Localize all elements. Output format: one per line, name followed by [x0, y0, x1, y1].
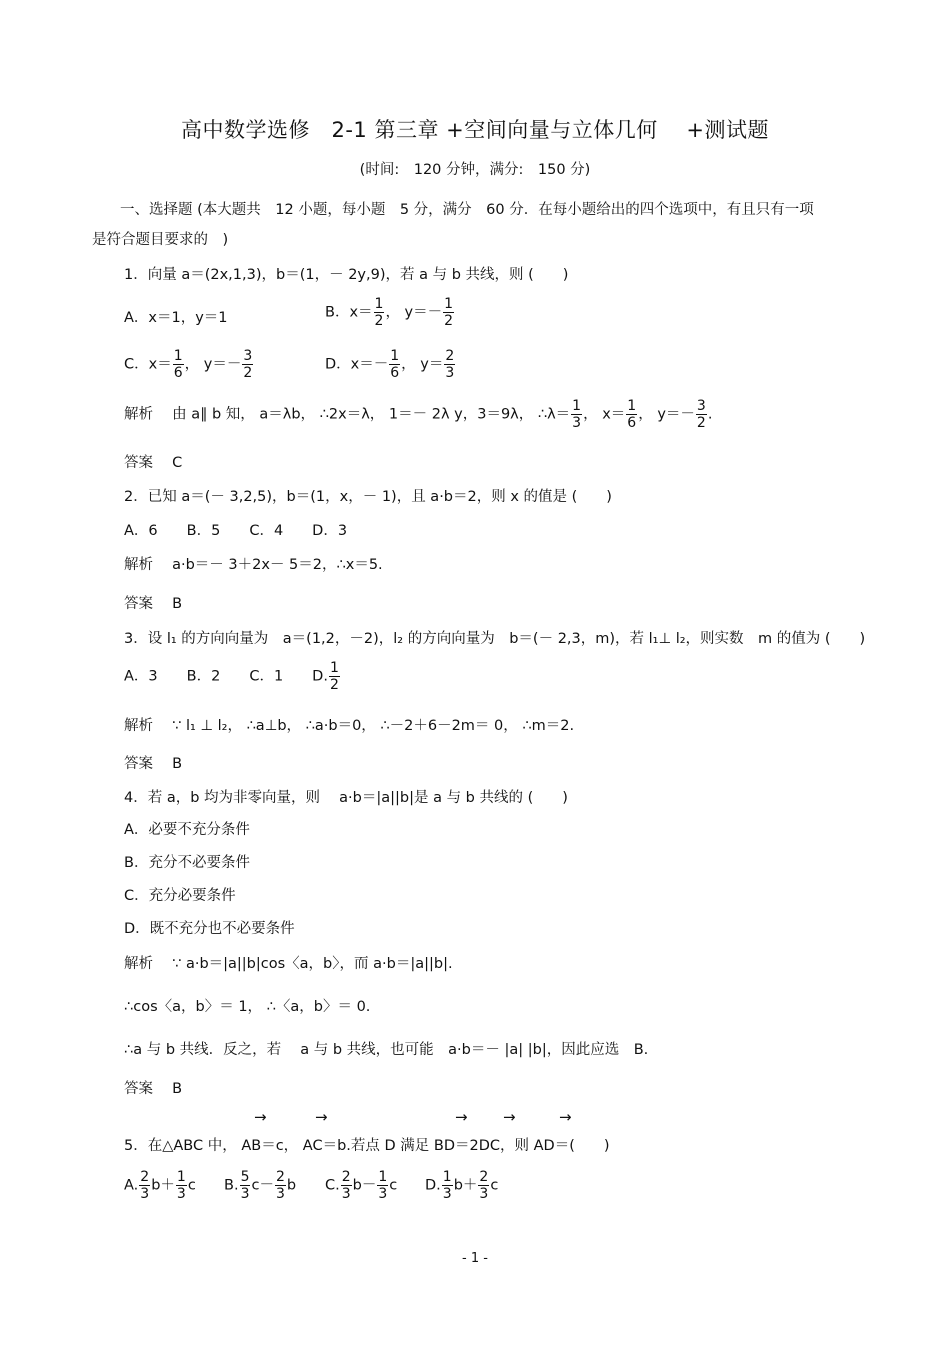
page-number: - 1 - — [462, 1251, 488, 1266]
exam-meta: (时间: 120 分钟，满分: 150 分) — [359, 162, 591, 178]
q1-option-b: B．x＝ $\frac{1}{2}$ ， y＝－ $\frac{1}{2}$ — [325, 296, 454, 329]
q5-stem: 5．在△ABC 中， AB＝c， AC＝b.若点 D 满足 BD＝2DC，则 AD＝( ) — [124, 1138, 610, 1154]
q1-option-c: C．x＝ $\frac{1}{6}$ ， y＝－ $\frac{3}{2}$ — [124, 348, 253, 381]
q4-explanation-1: 解析 ∵ a·b＝|a||b|cos〈a，b〉，而 a·b＝|a||b|. — [124, 956, 453, 972]
q2-explanation: 解析 a·b＝－ 3＋2x－ 5＝2，∴x＝5. — [124, 557, 383, 573]
q5-option-a: A. $\frac{2}{3}$ b＋ $\frac{1}{3}$ c — [124, 1169, 196, 1202]
q4-stem: 4．若 a，b 均为非零向量，则 a·b＝|a||b|是 a 与 b 共线的 ( ) — [124, 790, 568, 806]
q4-option-a: A．必要不充分条件 — [124, 822, 250, 838]
q4-explanation-3: ∴a 与 b 共线．反之，若 a 与 b 共线，也可能 a·b＝－ |a| |b|，因此应选 B. — [124, 1042, 649, 1058]
q4-answer: 答案 B — [124, 1081, 183, 1097]
q2-answer: 答案 B — [124, 596, 183, 612]
vector-arrow-ab: → — [254, 1108, 267, 1126]
q3-explanation: 解析 ∵ l₁ ⊥ l₂， ∴a⊥b， ∴a·b＝0， ∴－2＋6－2m＝ 0， ∴m＝2. — [124, 718, 575, 734]
section-heading-line1: 一、选择题 (本大题共 12 小题，每小题 5 分，满分 60 分．在每小题给出的四个选项中，有且只有一项 — [120, 202, 814, 218]
q4-option-d: D．既不充分也不必要条件 — [124, 921, 295, 937]
q1-answer: 答案 C — [124, 455, 183, 471]
q5-option-b: B. $\frac{5}{3}$ c－ $\frac{2}{3}$ b — [224, 1169, 297, 1202]
q4-option-c: C．充分必要条件 — [124, 888, 236, 904]
q1-explanation: 解析 由 a∥ b 知， a＝λb， ∴2x＝λ， 1＝－ 2λ y，3＝9λ， ∴λ＝ $\frac{1}{3}$ ， x＝ $\frac{1}{6}$ ， y＝－ $\frac{3}{2}$ . — [124, 398, 713, 431]
page-title: 高中数学选修 2-1 第三章 +空间向量与立体几何 +测试题 — [180, 118, 769, 142]
q4-option-b: B．充分不必要条件 — [124, 855, 250, 871]
q5-option-c: C. $\frac{2}{3}$ b－ $\frac{1}{3}$ c — [325, 1169, 398, 1202]
q1-stem: 1．向量 a＝(2x,1,3)，b＝(1，－ 2y,9)，若 a 与 b 共线，则 ( ) — [124, 267, 569, 283]
q2-options: A．6 B．5 C．4 D．3 — [124, 523, 348, 539]
q1-option-a: A．x＝1，y＝1 — [124, 310, 228, 326]
section-heading-line2: 是符合题目要求的 ) — [92, 232, 229, 248]
vector-arrow-ac: → — [315, 1108, 328, 1126]
q5-option-d: D. $\frac{1}{3}$ b＋ $\frac{2}{3}$ c — [425, 1169, 499, 1202]
vector-arrow-ad: → — [559, 1108, 572, 1126]
vector-arrow-bd: → — [455, 1108, 468, 1126]
q2-stem: 2．已知 a＝(－ 3,2,5)，b＝(1，x，－ 1)，且 a·b＝2，则 x 的值是 ( ) — [124, 489, 612, 505]
q4-explanation-2: ∴cos〈a，b〉＝ 1， ∴〈a，b〉＝ 0. — [124, 999, 371, 1015]
q1-option-d: D．x＝－ $\frac{1}{6}$ ， y＝ $\frac{2}{3}$ — [325, 348, 455, 381]
q3-options: A．3 B．2 C．1 D. $\frac{1}{2}$ — [124, 660, 339, 693]
vector-arrow-dc: → — [503, 1108, 516, 1126]
q3-stem: 3．设 l₁ 的方向向量为 a＝(1,2，－2)，l₂ 的方向向量为 b＝(－ 2,3，m)，若 l₁⊥ l₂，则实数 m 的值为 ( ) — [124, 631, 866, 647]
q3-answer: 答案 B — [124, 756, 183, 772]
